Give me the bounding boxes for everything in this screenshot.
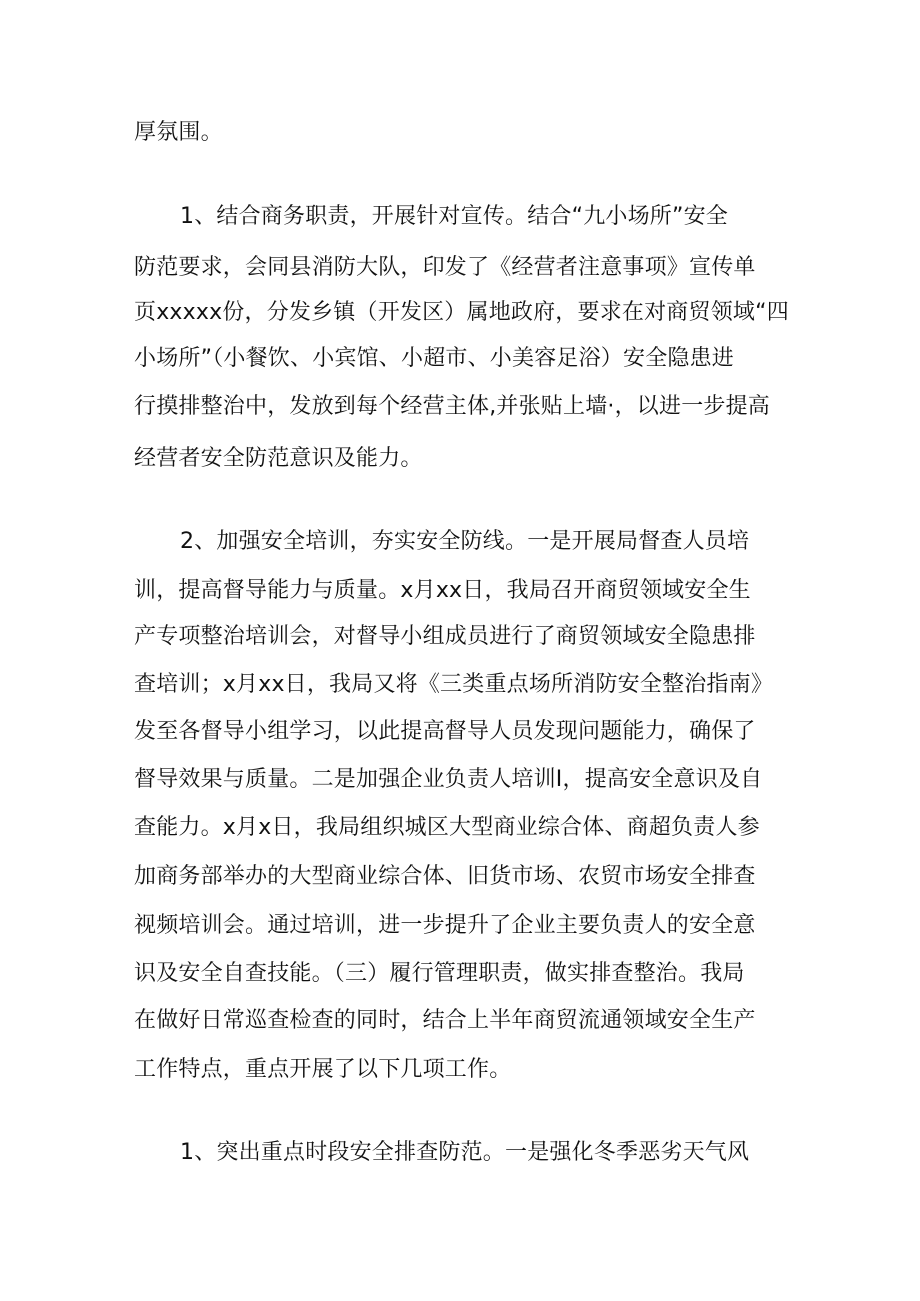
paragraph-1-line-4: 行摸排整治中，发放到每个经营主体,并张贴上墙·，以进一步提高	[134, 394, 770, 419]
paragraph-2-line-0: 2、加强安全培训，夯实安全防线。一是开展局督查人员培	[180, 529, 750, 554]
paragraph-2-line-10: 在做好日常巡查检查的同时，结合上半年商贸流通领域安全生产	[134, 1008, 756, 1033]
paragraph-2-line-3: 查培训；x月xx日，我局又将《三类重点场所消防安全整治指南》	[134, 672, 774, 697]
paragraph-1-line-3: 小场所”（小餐饮、小宾馆、小超市、小美容足浴）安全隐患进	[134, 346, 734, 371]
paragraph-2-line-4: 发至各督导小组学习，以此提高督导人员发现问题能力，确保了	[134, 719, 756, 744]
paragraph-3-line-0: 1、突出重点时段安全排查防范。一是强化冬季恶劣天气风	[180, 1140, 750, 1165]
paragraph-2-line-11: 工作特点，重点开展了以下几项工作。	[134, 1057, 512, 1082]
paragraph-1-line-0: 1、结合商务职责，开展针对宣传。结合“九小场所”安全	[180, 204, 728, 229]
paragraph-1-line-1: 防范要求，会同县消防大队，印发了《经营者注意事项》宣传单	[134, 255, 756, 280]
paragraph-2-line-5: 督导效果与质量。二是加强企业负责人培训I，提高安全意识及自	[134, 767, 763, 792]
paragraph-2-line-9: 识及安全自查技能。（三）履行管理职责，做实排查整治。我局	[134, 961, 745, 986]
paragraph-1-line-2: 页xxxxx份，分发乡镇（开发区）属地政府，要求在对商贸领域“四	[134, 300, 789, 325]
paragraph-2-line-8: 视频培训会。通过培训，进一步提升了企业主要负责人的安全意	[134, 913, 756, 938]
paragraph-2-line-7: 加商务部举办的大型商业综合体、旧货市场、农贸市场安全排查	[134, 864, 756, 889]
paragraph-2-line-6: 查能力。x月x日，我局组织城区大型商业综合体、商超负责人参	[134, 815, 760, 840]
paragraph-1-line-5: 经营者安全防范意识及能力。	[134, 446, 423, 471]
paragraph-2-line-1: 训，提高督导能力与质量。x月xx日，我局召开商贸领域安全生	[134, 578, 751, 603]
paragraph-0-line-0: 厚氛围。	[134, 120, 223, 145]
paragraph-2-line-2: 产专项整治培训会，对督导小组成员进行了商贸领域安全隐患排	[134, 624, 756, 649]
